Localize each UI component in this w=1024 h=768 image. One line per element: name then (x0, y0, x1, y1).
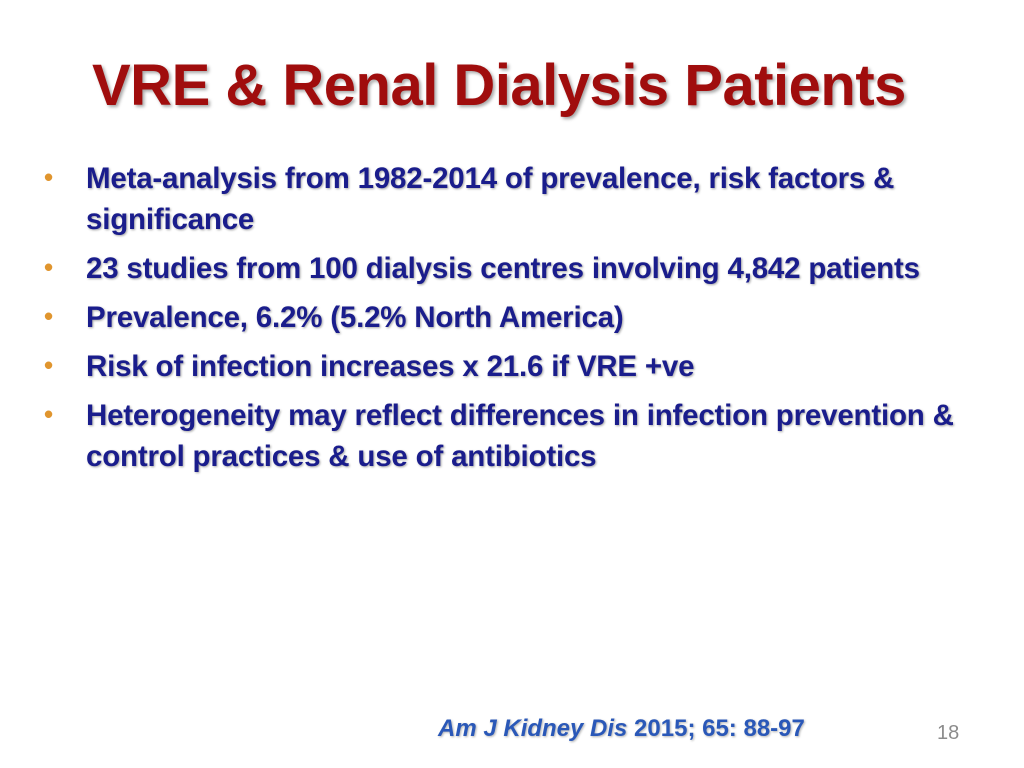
bullet-marker: • (44, 162, 53, 192)
bullet-text: 23 studies from 100 dialysis centres involving 4,842 patients (86, 252, 920, 285)
bullet-text: Meta-analysis from 1982-2014 of prevalence, risk factors & significance (86, 162, 895, 236)
citation (438, 713, 805, 745)
bullet-item (44, 395, 1009, 477)
bullet-marker: • (44, 252, 53, 282)
bullet-text: Heterogeneity may reflect differences in infection prevention & control practices & use of antibiotics (86, 399, 954, 473)
citation-details: 2015; 65: 88-97 (627, 715, 805, 742)
bullet-text: Prevalence, 6.2% (5.2% North America) (86, 301, 624, 334)
bullet-item (44, 297, 1009, 338)
bullet-marker: • (44, 350, 53, 380)
bullet-item (44, 158, 1009, 240)
slide-title: VRE & Renal Dialysis Patients (92, 53, 906, 118)
bullet-marker: • (44, 399, 53, 429)
bullet-text: Risk of infection increases x 21.6 if VRE +ve (86, 350, 695, 383)
bullet-list (44, 158, 1009, 485)
page-number: 18 (937, 722, 960, 744)
bullet-marker: • (44, 301, 53, 331)
bullet-item (44, 248, 1009, 289)
bullet-item (44, 346, 1009, 387)
citation-journal: Am J Kidney Dis (438, 715, 628, 742)
